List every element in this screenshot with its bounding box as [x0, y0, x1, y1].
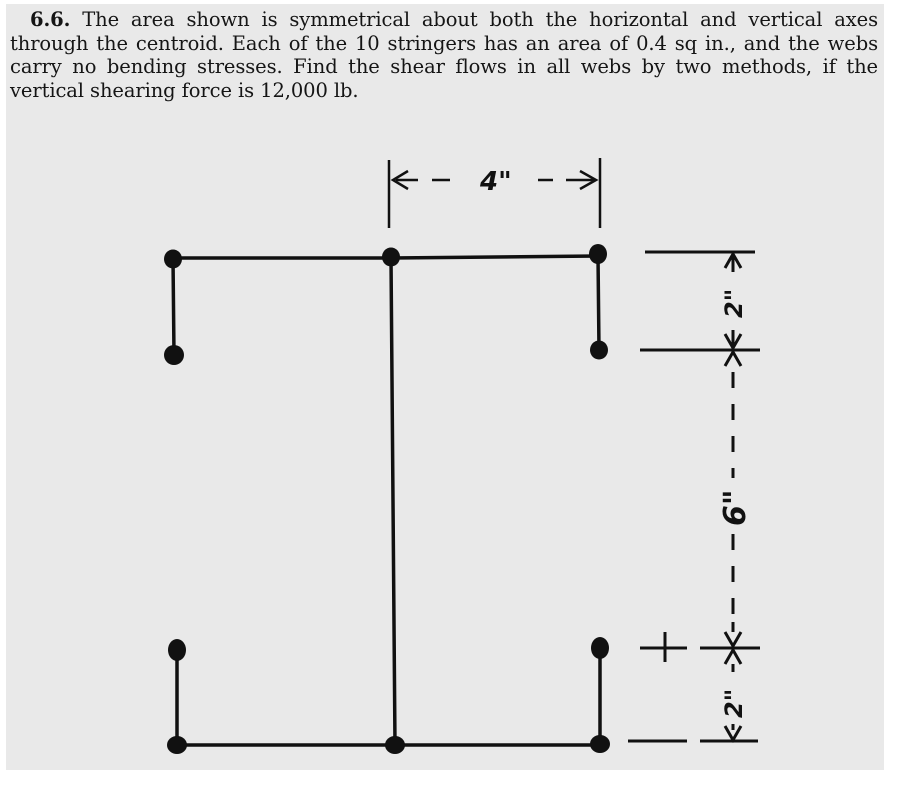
width-dimension-label: 4" — [480, 167, 512, 197]
center-vertical-web — [391, 258, 395, 745]
stringers — [164, 244, 610, 754]
stringer-top-left — [164, 250, 182, 269]
stringer-bottom-left-lip — [168, 639, 186, 661]
stringer-bottom-center — [385, 736, 405, 754]
stringer-bottom-right-lip — [591, 637, 609, 659]
top-left-lip-web — [173, 258, 174, 355]
dim-middle-arrow-up — [725, 352, 741, 366]
stringer-top-right-lip — [590, 341, 608, 360]
webs — [173, 256, 600, 745]
stringer-top-right — [589, 244, 607, 264]
top-right-flange-web — [391, 256, 598, 258]
dim-top-label: 2" — [720, 288, 748, 318]
stringer-top-left-lip — [164, 345, 184, 365]
top-right-lip-web — [598, 256, 599, 350]
problem-number: 6.6. — [30, 8, 71, 31]
stringer-top-center — [382, 248, 400, 267]
stringer-bottom-left — [167, 736, 187, 754]
problem-text-body: The area shown is symmetrical about both the horizontal and vertical axes through the centroid. Each of the 10 stringers has an area of 0.4 sq in., and the webs carry no bending stresses. Find the shear flows in all webs by two methods, if the vertical shearing force is 12,000 lb. — [10, 8, 878, 102]
dim-middle-label: 6" — [718, 489, 753, 526]
dim-bottom-arrow-up — [725, 650, 741, 664]
dim-bottom-label: 2" — [720, 688, 748, 718]
stringer-bottom-right — [590, 735, 610, 753]
dim-middle-arrow-down — [725, 632, 741, 646]
